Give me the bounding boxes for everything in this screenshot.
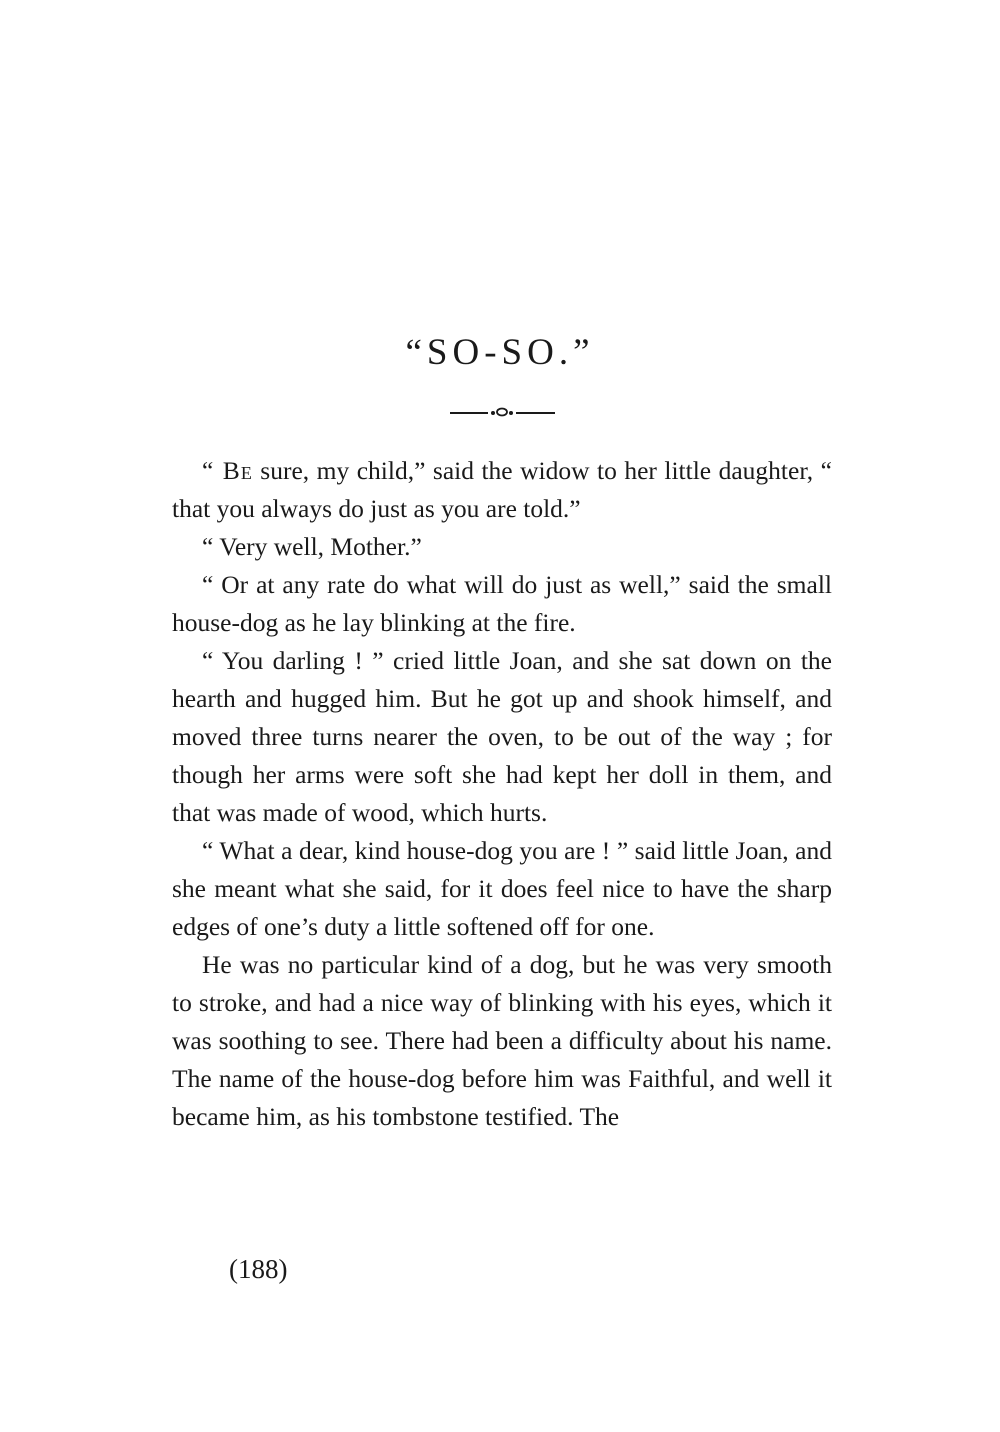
paragraph-1-text: sure, my child,” said the widow to her little daughter, “ that you always do just as you are told.” [172,456,832,523]
small-caps-lead: “ Be [202,456,253,485]
body-text [172,452,832,1136]
chapter-title: “SO-SO.” [405,332,595,373]
paragraph-3: “ Or at any rate do what will do just as well,” said the small house-dog as he lay blinking at the fire. [172,570,832,637]
paragraph-5: “ What a dear, kind house-dog you are ! ” said little Joan, and she meant what she said, for it does feel nice to have the sharp edges of one’s duty a little softened off for one. [172,836,832,941]
paragraph-2: “ Very well, Mother.” [202,532,422,561]
title-ornament [450,404,555,420]
paragraph-6: He was no particular kind of a dog, but he was very smooth to stroke, and had a nice way of blinking with his eyes, which it was soothing to see. There had been a difficulty about his name. The name of the house-dog before him was Faithful, and well it became him, as his tombstone testified. The [172,950,832,1131]
paragraph-4: “ You darling ! ” cried little Joan, and she sat down on the hearth and hugged him. But he got up and shook himself, and moved three turns nearer the oven, to be out of the way ; for though her arms were soft she had kept her doll in them, and that was made of wood, which hurts. [172,646,832,827]
paragraph-1 [172,452,832,528]
page-number: (188) [229,1254,288,1284]
